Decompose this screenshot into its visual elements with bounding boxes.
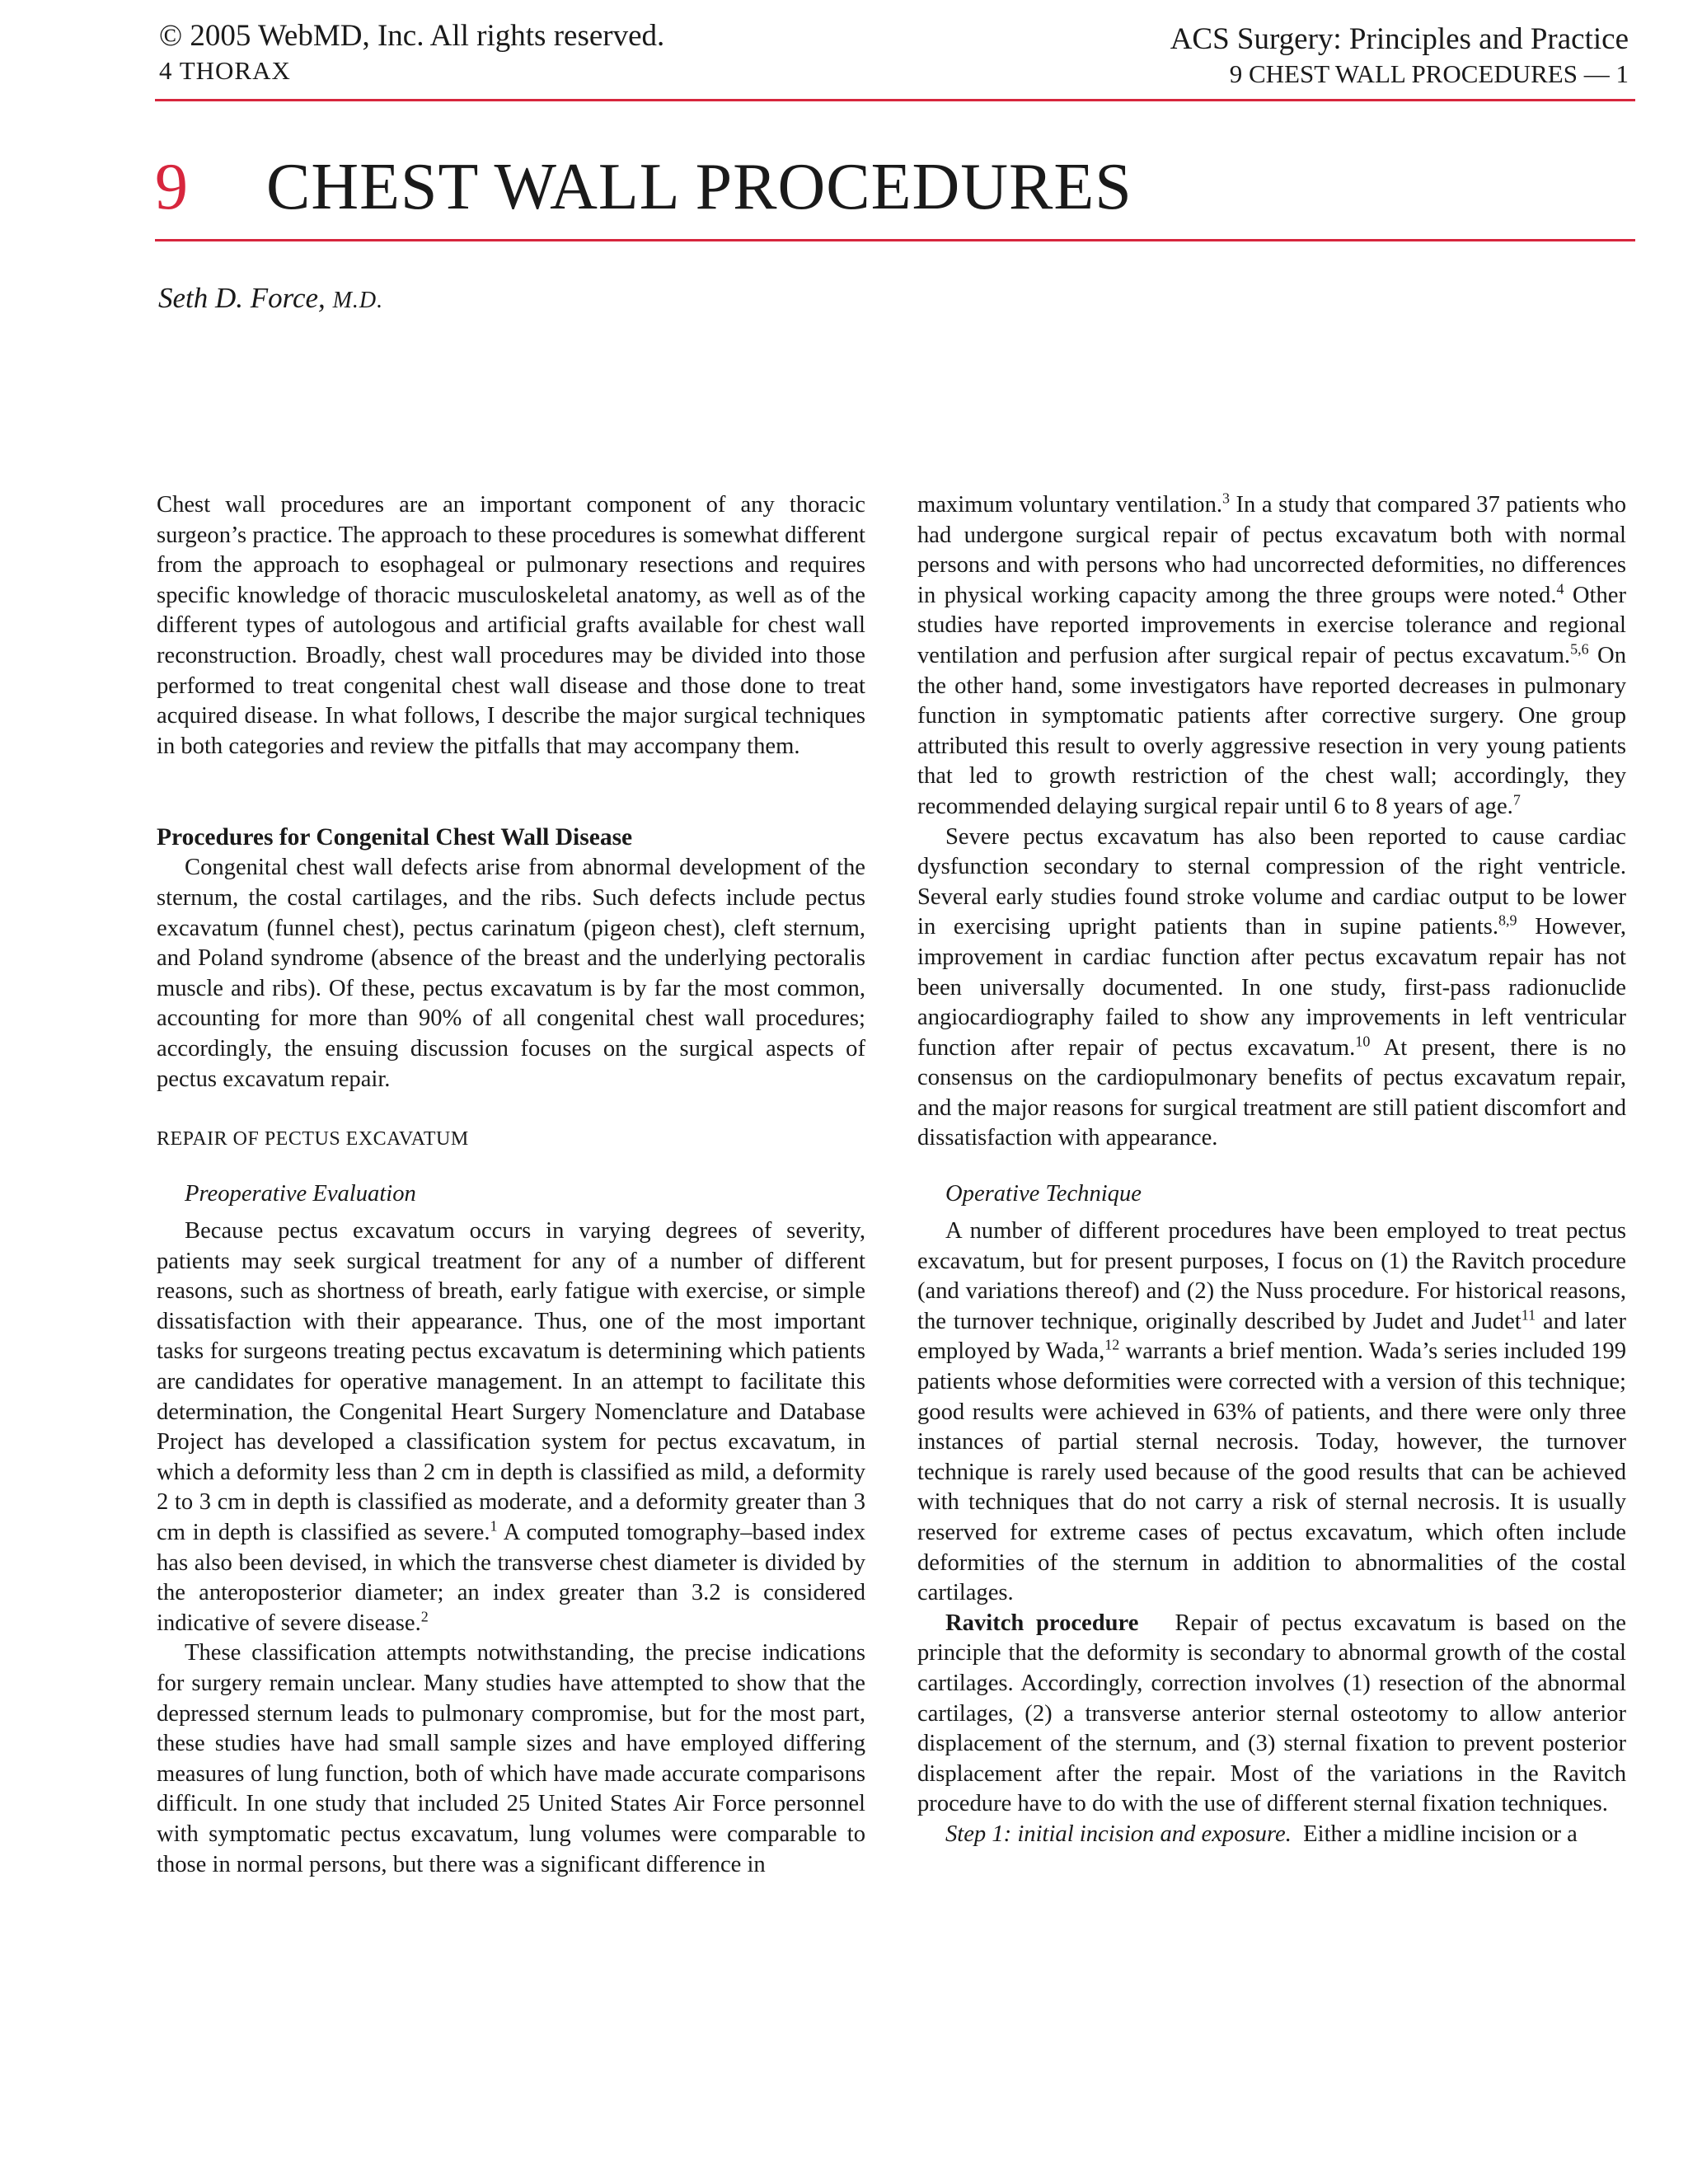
ravitch-text: Repair of pectus excavatum is based on the principle that the deformity is secondary to abnormal growth of the costal cartilages. Accordingly, correction involves (1) resection of the abnormal cartilages, (2) a transverse anterior sternal osteotomy to allow anterior displacement of the sternum, and (3) sternal fixation to prevent posterior displacement after the repair. Most of the variations in the Ravitch procedure have to do with the use of different sternal fixation techniques. <box>917 1610 1626 1817</box>
preop-paragraph <box>157 1216 865 1638</box>
author-byline <box>158 280 383 319</box>
reference-4: 4 <box>1556 580 1564 598</box>
header-right <box>1170 21 1629 91</box>
header-rule <box>155 99 1635 101</box>
preop-text-b: A computed tomography–based index has also been devised, in which the transverse chest diameter is divided by the anteroposterior diameter; an index greater than 3.2 is considered indicative of severe disease. <box>157 1520 865 1636</box>
op-text-c: warrants a brief mention. Wada’s series included 199 patients whose deformities were corrected with a version of this technique; good results were achieved in 63% of patients, and there were only three instances of partial sternal necrosis. Today, however, the turnover technique is rarely used because of the good results that can be achieved with techniques that do not carry a risk of sternal necrosis. It is usually reserved for extreme cases of pectus excavatum, which often include deformities of the sternum in addition to abnormalities of the costal cartilages. <box>917 1338 1627 1606</box>
op-text-a: A number of different procedures have been employed to treat pectus excavatum, but for present purposes, I focus on (1) the Ravitch procedure (and variations thereof) and (2) the Nuss procedure. For historical reasons, the turnover technique, originally described by Judet and Judet <box>917 1218 1626 1334</box>
reference-1: 1 <box>490 1517 498 1535</box>
reference-7: 7 <box>1512 791 1521 808</box>
header-left <box>159 18 664 87</box>
cont-text-c: Other studies have reported improvements in exercise tolerance and regional ventilation and perfusion after surgical repair of pectus excavatum. <box>917 582 1626 668</box>
intro-paragraph: Chest wall procedures are an important component of any thoracic surgeon’s practice. The approach to these procedures is somewhat different from the approach to esophageal or pulmonary resections and requires specific knowledge of thoracic musculoskeletal anatomy, as well as of the different types of autologous and artificial grafts available for chest wall reconstruction. Broadly, chest wall procedures may be divided into those performed to treat congenital chest wall disease and those done to treat acquired disease. In what follows, I describe the major surgical techniques in both categories and review the pitfalls that may accompany them. <box>157 492 865 759</box>
congenital-paragraph: Congenital chest wall defects arise from abnormal development of the sternum, the costal cartilages, and the ribs. Such defects include pectus excavatum (funnel chest), pectus carinatum (pigeon chest), cleft sternum, and Poland syndrome (absence of the breast and the underlying pectoralis muscle and ribs). Of these, pectus excavatum is by far the most common, accounting for more than 90% of all congenital chest wall procedures; accordingly, the ensuing discussion focuses on the surgical aspects of pectus excavatum repair. <box>157 855 865 1092</box>
reference-11: 11 <box>1521 1306 1536 1324</box>
author-name: Seth D. Force, <box>158 282 326 314</box>
chapter-title <box>155 142 1132 232</box>
title-rule <box>155 239 1635 241</box>
continuation-paragraph <box>917 490 1626 823</box>
subheading-repair: REPAIR OF PECTUS EXCAVATUM <box>157 1128 469 1151</box>
reference-12: 12 <box>1104 1336 1120 1353</box>
cont-text-a: maximum voluntary ventilation. <box>917 492 1223 518</box>
cont-text-d: On the other hand, some investigators have reported decreases in pulmonary function in symptomatic patients after corrective surgery. One group attributed this result to overly aggressive resection in very young patients that led to growth restriction of the chest wall; accordingly, they recommended delaying surgical repair until 6 to 8 years of age. <box>917 642 1626 819</box>
subsubheading-operative: Operative Technique <box>945 1181 1142 1207</box>
reference-2: 2 <box>420 1608 429 1625</box>
reference-3: 3 <box>1222 490 1231 507</box>
section-heading: Procedures for Congenital Chest Wall Disease <box>157 824 633 851</box>
reference-8-9: 8,9 <box>1498 912 1517 929</box>
cont-text-b: In a study that compared 37 patients who had undergone surgical repair of pectus excavatum both with normal persons and with persons who had uncorrected deformities, no differences in physical working capacity among the three groups were noted. <box>917 492 1626 608</box>
right-column <box>917 490 1626 1850</box>
ravitch-heading: Ravitch procedure <box>945 1610 1139 1636</box>
classification-paragraph: These classification attempts notwithstanding, the precise indications for surgery remain unclear. Many studies have attempted to show that the depressed sternum leads to pulmonary compromise, but for the most part, these studies have had small sample sizes and have employed differing measures of lung function, both of which have made accurate comparisons difficult. In one study that included 25 United States Air Force personnel with symptomatic pectus excavatum, lung volumes were comparable to those in normal persons, but there was a significant difference in <box>157 1640 865 1877</box>
chapter-title-text: CHEST WALL PROCEDURES <box>266 151 1132 223</box>
cardiac-text-b: However, improvement in cardiac function after pectus excavatum repair has not been universally documented. In one study, first-pass radionuclide angiocardiography failed to show any improvements in left ventricular function after repair of pectus excavatum. <box>917 914 1626 1061</box>
section-label: 4 THORAX <box>159 56 291 85</box>
author-degree: M.D. <box>332 288 384 313</box>
step1-text: Either a midline incision or a <box>1303 1821 1578 1847</box>
running-head: 9 CHEST WALL PROCEDURES — 1 <box>1229 59 1629 88</box>
copyright-line: © 2005 WebMD, Inc. All rights reserved. <box>159 19 665 53</box>
step1-paragraph <box>917 1820 1626 1850</box>
cardiac-text-a: Severe pectus excavatum has also been reported to cause cardiac dysfunction secondary to sternal compression of the right ventricle. Several early studies found stroke volume and cardiac output to be lower in exercising upright patients than in supine patients. <box>917 823 1626 940</box>
cardiac-paragraph <box>917 823 1626 1155</box>
ravitch-paragraph <box>917 1609 1626 1820</box>
left-column <box>157 490 865 1880</box>
reference-5-6: 5,6 <box>1570 640 1589 658</box>
op-text-b: and later employed by Wada, <box>917 1308 1626 1365</box>
subsubheading-preop: Preoperative Evaluation <box>185 1181 416 1207</box>
book-title: ACS Surgery: Principles and Practice <box>1170 22 1629 56</box>
step1-heading: Step 1: initial incision and exposure. <box>945 1821 1292 1847</box>
operative-paragraph <box>917 1216 1626 1609</box>
chapter-number: 9 <box>155 151 189 223</box>
reference-10: 10 <box>1355 1033 1371 1050</box>
cardiac-text-c: At present, there is no consensus on the cardiopulmonary benefits of pectus excavatum repair, and the major reasons for surgical treatment are still patient discomfort and dissatisfaction with appearance. <box>917 1034 1626 1151</box>
preop-text-a: Because pectus excavatum occurs in varying degrees of severity, patients may seek surgical treatment for any of a number of different reasons, such as shortness of breath, early fatigue with exercise, or simple dissatisfaction with their appearance. Thus, one of the most important tasks for surgeons treating pectus excavatum is determining which patients are candidates for operative management. In an attempt to facilitate this determination, the Congenital Heart Surgery Nomenclature and Database Project has developed a classification system for pectus excavatum, in which a deformity less than 2 cm in depth is classified as mild, a deformity 2 to 3 cm in depth is classified as moderate, and a deformity greater than 3 cm in depth is classified as severe. <box>157 1218 865 1546</box>
